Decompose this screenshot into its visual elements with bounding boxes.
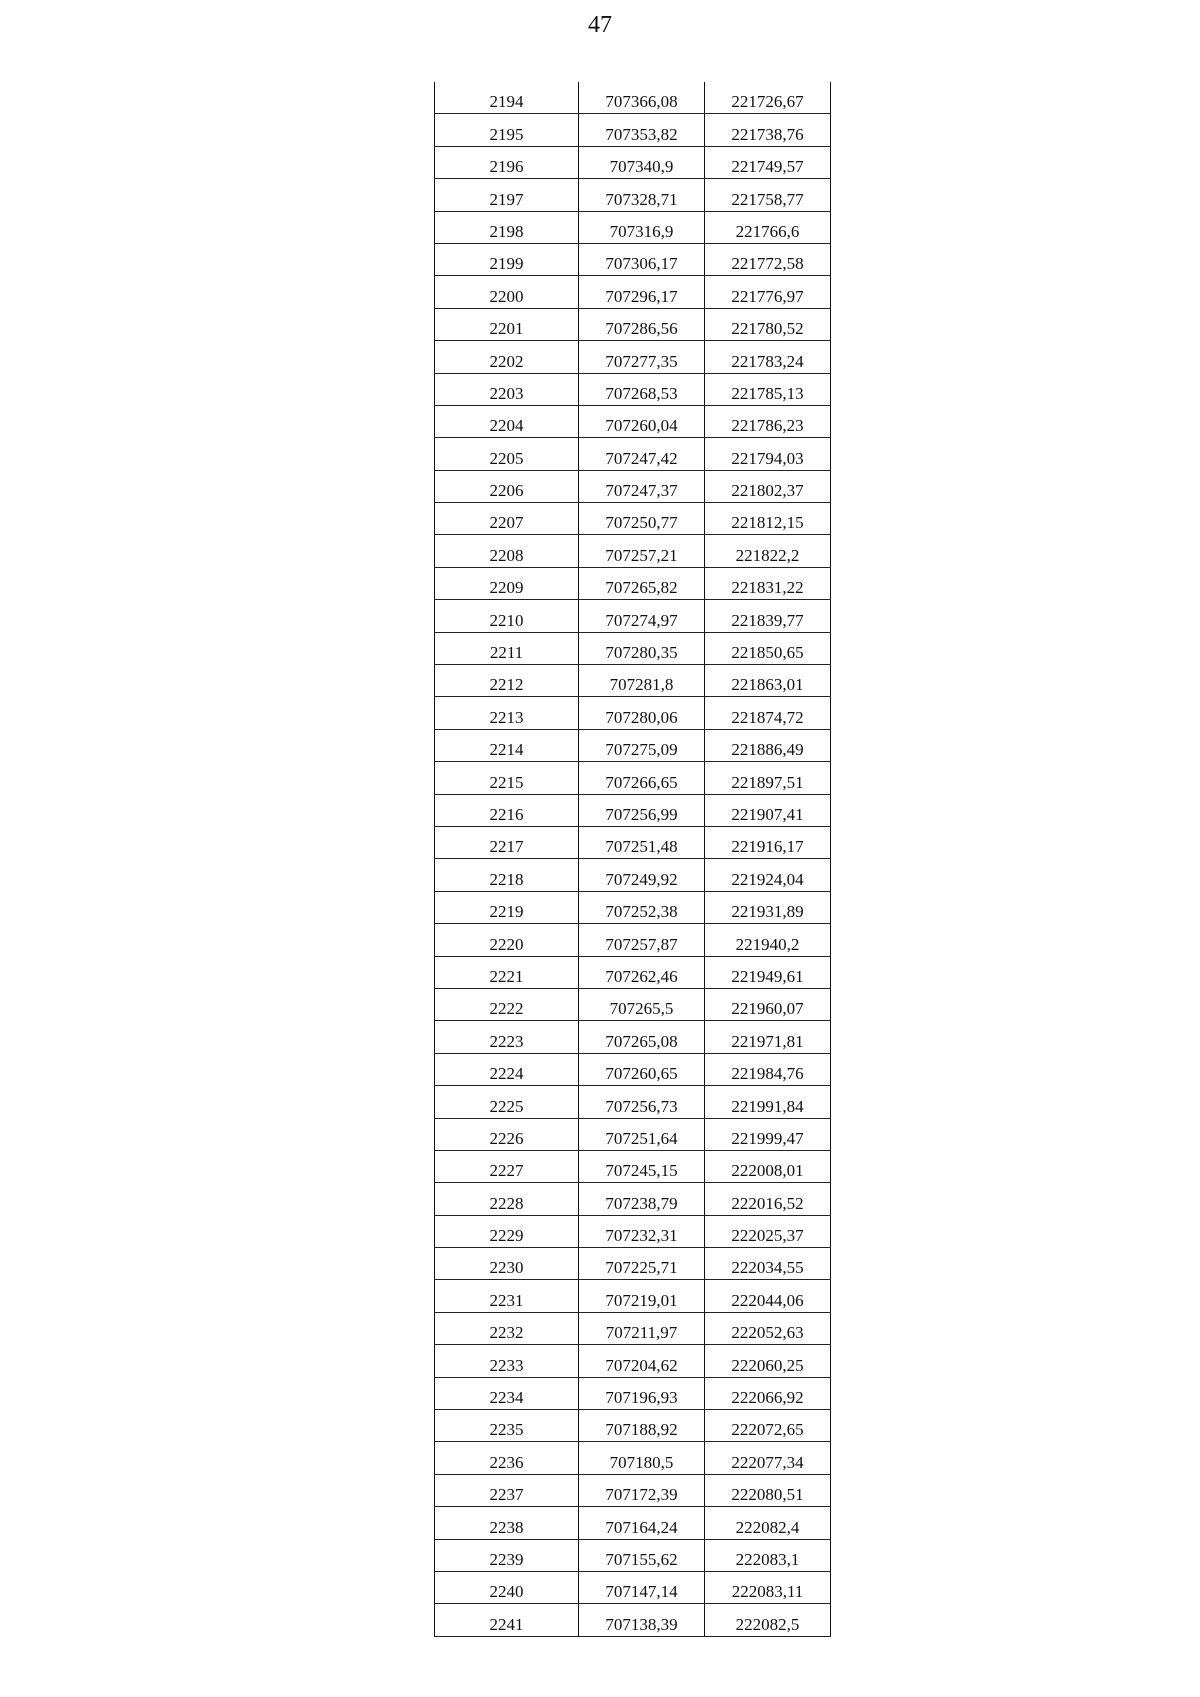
table-row — [435, 1248, 831, 1280]
point-number-cell: 2235 — [435, 1410, 579, 1442]
x-coordinate-cell: 707250,77 — [579, 503, 705, 535]
point-number-cell: 2215 — [435, 762, 579, 794]
x-coordinate-cell: 707353,82 — [579, 114, 705, 146]
table-row — [435, 1215, 831, 1247]
y-coordinate-cell: 221786,23 — [705, 405, 831, 437]
y-coordinate-cell: 221794,03 — [705, 438, 831, 470]
y-coordinate-cell: 222080,51 — [705, 1474, 831, 1506]
point-number-cell: 2218 — [435, 859, 579, 891]
point-number-cell: 2202 — [435, 341, 579, 373]
point-number-cell: 2201 — [435, 308, 579, 340]
y-coordinate-cell: 222016,52 — [705, 1183, 831, 1215]
y-coordinate-cell: 221839,77 — [705, 600, 831, 632]
y-coordinate-cell: 222066,92 — [705, 1377, 831, 1409]
point-number-cell: 2204 — [435, 405, 579, 437]
y-coordinate-cell: 221822,2 — [705, 535, 831, 567]
y-coordinate-cell: 222052,63 — [705, 1312, 831, 1344]
y-coordinate-cell: 222072,65 — [705, 1410, 831, 1442]
table-row — [435, 1053, 831, 1085]
table-row — [435, 632, 831, 664]
x-coordinate-cell: 707196,93 — [579, 1377, 705, 1409]
table-row — [435, 956, 831, 988]
table-row — [435, 276, 831, 308]
point-number-cell: 2207 — [435, 503, 579, 535]
x-coordinate-cell: 707138,39 — [579, 1604, 705, 1636]
y-coordinate-cell: 221850,65 — [705, 632, 831, 664]
x-coordinate-cell: 707277,35 — [579, 341, 705, 373]
table-row — [435, 794, 831, 826]
y-coordinate-cell: 221940,2 — [705, 924, 831, 956]
point-number-cell: 2214 — [435, 729, 579, 761]
table-row — [435, 405, 831, 437]
table-row — [435, 179, 831, 211]
y-coordinate-cell: 221984,76 — [705, 1053, 831, 1085]
y-coordinate-cell: 222083,1 — [705, 1539, 831, 1571]
x-coordinate-cell: 707164,24 — [579, 1507, 705, 1539]
x-coordinate-cell: 707260,65 — [579, 1053, 705, 1085]
y-coordinate-cell: 221749,57 — [705, 146, 831, 178]
x-coordinate-cell: 707296,17 — [579, 276, 705, 308]
y-coordinate-cell: 221999,47 — [705, 1118, 831, 1150]
table-row — [435, 1345, 831, 1377]
point-number-cell: 2200 — [435, 276, 579, 308]
point-number-cell: 2195 — [435, 114, 579, 146]
x-coordinate-cell: 707245,15 — [579, 1150, 705, 1182]
y-coordinate-cell: 221949,61 — [705, 956, 831, 988]
table-row — [435, 826, 831, 858]
x-coordinate-cell: 707232,31 — [579, 1215, 705, 1247]
point-number-cell: 2230 — [435, 1248, 579, 1280]
x-coordinate-cell: 707275,09 — [579, 729, 705, 761]
y-coordinate-cell: 221758,77 — [705, 179, 831, 211]
x-coordinate-cell: 707265,08 — [579, 1021, 705, 1053]
point-number-cell: 2210 — [435, 600, 579, 632]
table-row — [435, 114, 831, 146]
table-row — [435, 1150, 831, 1182]
table-row — [435, 988, 831, 1020]
y-coordinate-cell: 221931,89 — [705, 891, 831, 923]
x-coordinate-cell: 707219,01 — [579, 1280, 705, 1312]
table-row — [435, 146, 831, 178]
point-number-cell: 2226 — [435, 1118, 579, 1150]
point-number-cell: 2227 — [435, 1150, 579, 1182]
y-coordinate-cell: 221776,97 — [705, 276, 831, 308]
y-coordinate-cell: 222034,55 — [705, 1248, 831, 1280]
point-number-cell: 2241 — [435, 1604, 579, 1636]
x-coordinate-cell: 707188,92 — [579, 1410, 705, 1442]
table-row — [435, 600, 831, 632]
point-number-cell: 2196 — [435, 146, 579, 178]
point-number-cell: 2203 — [435, 373, 579, 405]
table-row — [435, 1539, 831, 1571]
point-number-cell: 2211 — [435, 632, 579, 664]
y-coordinate-cell: 221785,13 — [705, 373, 831, 405]
y-coordinate-cell: 221886,49 — [705, 729, 831, 761]
point-number-cell: 2236 — [435, 1442, 579, 1474]
y-coordinate-cell: 221783,24 — [705, 341, 831, 373]
x-coordinate-cell: 707265,5 — [579, 988, 705, 1020]
coordinates-table — [434, 82, 831, 1637]
x-coordinate-cell: 707260,04 — [579, 405, 705, 437]
table-row — [435, 924, 831, 956]
point-number-cell: 2229 — [435, 1215, 579, 1247]
point-number-cell: 2221 — [435, 956, 579, 988]
x-coordinate-cell: 707340,9 — [579, 146, 705, 178]
x-coordinate-cell: 707266,65 — [579, 762, 705, 794]
x-coordinate-cell: 707180,5 — [579, 1442, 705, 1474]
x-coordinate-cell: 707251,64 — [579, 1118, 705, 1150]
y-coordinate-cell: 221897,51 — [705, 762, 831, 794]
x-coordinate-cell: 707211,97 — [579, 1312, 705, 1344]
x-coordinate-cell: 707306,17 — [579, 243, 705, 275]
table-row — [435, 503, 831, 535]
x-coordinate-cell: 707172,39 — [579, 1474, 705, 1506]
table-row — [435, 373, 831, 405]
point-number-cell: 2205 — [435, 438, 579, 470]
x-coordinate-cell: 707280,06 — [579, 697, 705, 729]
table-row — [435, 243, 831, 275]
x-coordinate-cell: 707268,53 — [579, 373, 705, 405]
point-number-cell: 2217 — [435, 826, 579, 858]
table-row — [435, 211, 831, 243]
x-coordinate-cell: 707155,62 — [579, 1539, 705, 1571]
point-number-cell: 2206 — [435, 470, 579, 502]
table-row — [435, 1507, 831, 1539]
table-row — [435, 535, 831, 567]
table-row — [435, 1571, 831, 1603]
point-number-cell: 2209 — [435, 567, 579, 599]
x-coordinate-cell: 707366,08 — [579, 82, 705, 114]
y-coordinate-cell: 221874,72 — [705, 697, 831, 729]
table-row — [435, 1442, 831, 1474]
table-row — [435, 308, 831, 340]
y-coordinate-cell: 222025,37 — [705, 1215, 831, 1247]
x-coordinate-cell: 707238,79 — [579, 1183, 705, 1215]
table-row — [435, 567, 831, 599]
x-coordinate-cell: 707251,48 — [579, 826, 705, 858]
point-number-cell: 2223 — [435, 1021, 579, 1053]
y-coordinate-cell: 222044,06 — [705, 1280, 831, 1312]
y-coordinate-cell: 221766,6 — [705, 211, 831, 243]
point-number-cell: 2222 — [435, 988, 579, 1020]
y-coordinate-cell: 221772,58 — [705, 243, 831, 275]
point-number-cell: 2238 — [435, 1507, 579, 1539]
y-coordinate-cell: 221802,37 — [705, 470, 831, 502]
x-coordinate-cell: 707256,73 — [579, 1086, 705, 1118]
point-number-cell: 2234 — [435, 1377, 579, 1409]
y-coordinate-cell: 221726,67 — [705, 82, 831, 114]
y-coordinate-cell: 221991,84 — [705, 1086, 831, 1118]
x-coordinate-cell: 707281,8 — [579, 665, 705, 697]
point-number-cell: 2224 — [435, 1053, 579, 1085]
x-coordinate-cell: 707252,38 — [579, 891, 705, 923]
table-row — [435, 1086, 831, 1118]
x-coordinate-cell: 707316,9 — [579, 211, 705, 243]
page-number: 47 — [588, 12, 612, 38]
point-number-cell: 2240 — [435, 1571, 579, 1603]
table-row — [435, 1021, 831, 1053]
x-coordinate-cell: 707280,35 — [579, 632, 705, 664]
point-number-cell: 2199 — [435, 243, 579, 275]
y-coordinate-cell: 221924,04 — [705, 859, 831, 891]
point-number-cell: 2208 — [435, 535, 579, 567]
x-coordinate-cell: 707247,37 — [579, 470, 705, 502]
y-coordinate-cell: 222082,4 — [705, 1507, 831, 1539]
table-row — [435, 1604, 831, 1636]
y-coordinate-cell: 221960,07 — [705, 988, 831, 1020]
x-coordinate-cell: 707274,97 — [579, 600, 705, 632]
point-number-cell: 2212 — [435, 665, 579, 697]
x-coordinate-cell: 707257,21 — [579, 535, 705, 567]
y-coordinate-cell: 222060,25 — [705, 1345, 831, 1377]
table-row — [435, 341, 831, 373]
x-coordinate-cell: 707328,71 — [579, 179, 705, 211]
table-row — [435, 762, 831, 794]
y-coordinate-cell: 222082,5 — [705, 1604, 831, 1636]
point-number-cell: 2219 — [435, 891, 579, 923]
table-body — [435, 82, 831, 1636]
point-number-cell: 2228 — [435, 1183, 579, 1215]
table-row — [435, 438, 831, 470]
y-coordinate-cell: 221907,41 — [705, 794, 831, 826]
table-row — [435, 729, 831, 761]
point-number-cell: 2197 — [435, 179, 579, 211]
point-number-cell: 2231 — [435, 1280, 579, 1312]
point-number-cell: 2216 — [435, 794, 579, 826]
x-coordinate-cell: 707249,92 — [579, 859, 705, 891]
y-coordinate-cell: 221780,52 — [705, 308, 831, 340]
table-row — [435, 859, 831, 891]
point-number-cell: 2233 — [435, 1345, 579, 1377]
x-coordinate-cell: 707256,99 — [579, 794, 705, 826]
y-coordinate-cell: 221916,17 — [705, 826, 831, 858]
table-row — [435, 891, 831, 923]
y-coordinate-cell: 222083,11 — [705, 1571, 831, 1603]
table-row — [435, 1410, 831, 1442]
point-number-cell: 2225 — [435, 1086, 579, 1118]
x-coordinate-cell: 707247,42 — [579, 438, 705, 470]
x-coordinate-cell: 707262,46 — [579, 956, 705, 988]
point-number-cell: 2198 — [435, 211, 579, 243]
y-coordinate-cell: 221812,15 — [705, 503, 831, 535]
table-row — [435, 1312, 831, 1344]
table-row — [435, 1474, 831, 1506]
point-number-cell: 2239 — [435, 1539, 579, 1571]
y-coordinate-cell: 221863,01 — [705, 665, 831, 697]
table-row — [435, 1280, 831, 1312]
table-row — [435, 470, 831, 502]
x-coordinate-cell: 707204,62 — [579, 1345, 705, 1377]
point-number-cell: 2220 — [435, 924, 579, 956]
y-coordinate-cell: 221738,76 — [705, 114, 831, 146]
table-row — [435, 1118, 831, 1150]
x-coordinate-cell: 707225,71 — [579, 1248, 705, 1280]
x-coordinate-cell: 707286,56 — [579, 308, 705, 340]
table-row — [435, 1183, 831, 1215]
point-number-cell: 2194 — [435, 82, 579, 114]
point-number-cell: 2237 — [435, 1474, 579, 1506]
y-coordinate-cell: 222077,34 — [705, 1442, 831, 1474]
table-row — [435, 665, 831, 697]
table-row — [435, 697, 831, 729]
y-coordinate-cell: 222008,01 — [705, 1150, 831, 1182]
table-row — [435, 1377, 831, 1409]
x-coordinate-cell: 707147,14 — [579, 1571, 705, 1603]
x-coordinate-cell: 707265,82 — [579, 567, 705, 599]
table-row — [435, 82, 831, 114]
y-coordinate-cell: 221831,22 — [705, 567, 831, 599]
point-number-cell: 2213 — [435, 697, 579, 729]
x-coordinate-cell: 707257,87 — [579, 924, 705, 956]
y-coordinate-cell: 221971,81 — [705, 1021, 831, 1053]
point-number-cell: 2232 — [435, 1312, 579, 1344]
